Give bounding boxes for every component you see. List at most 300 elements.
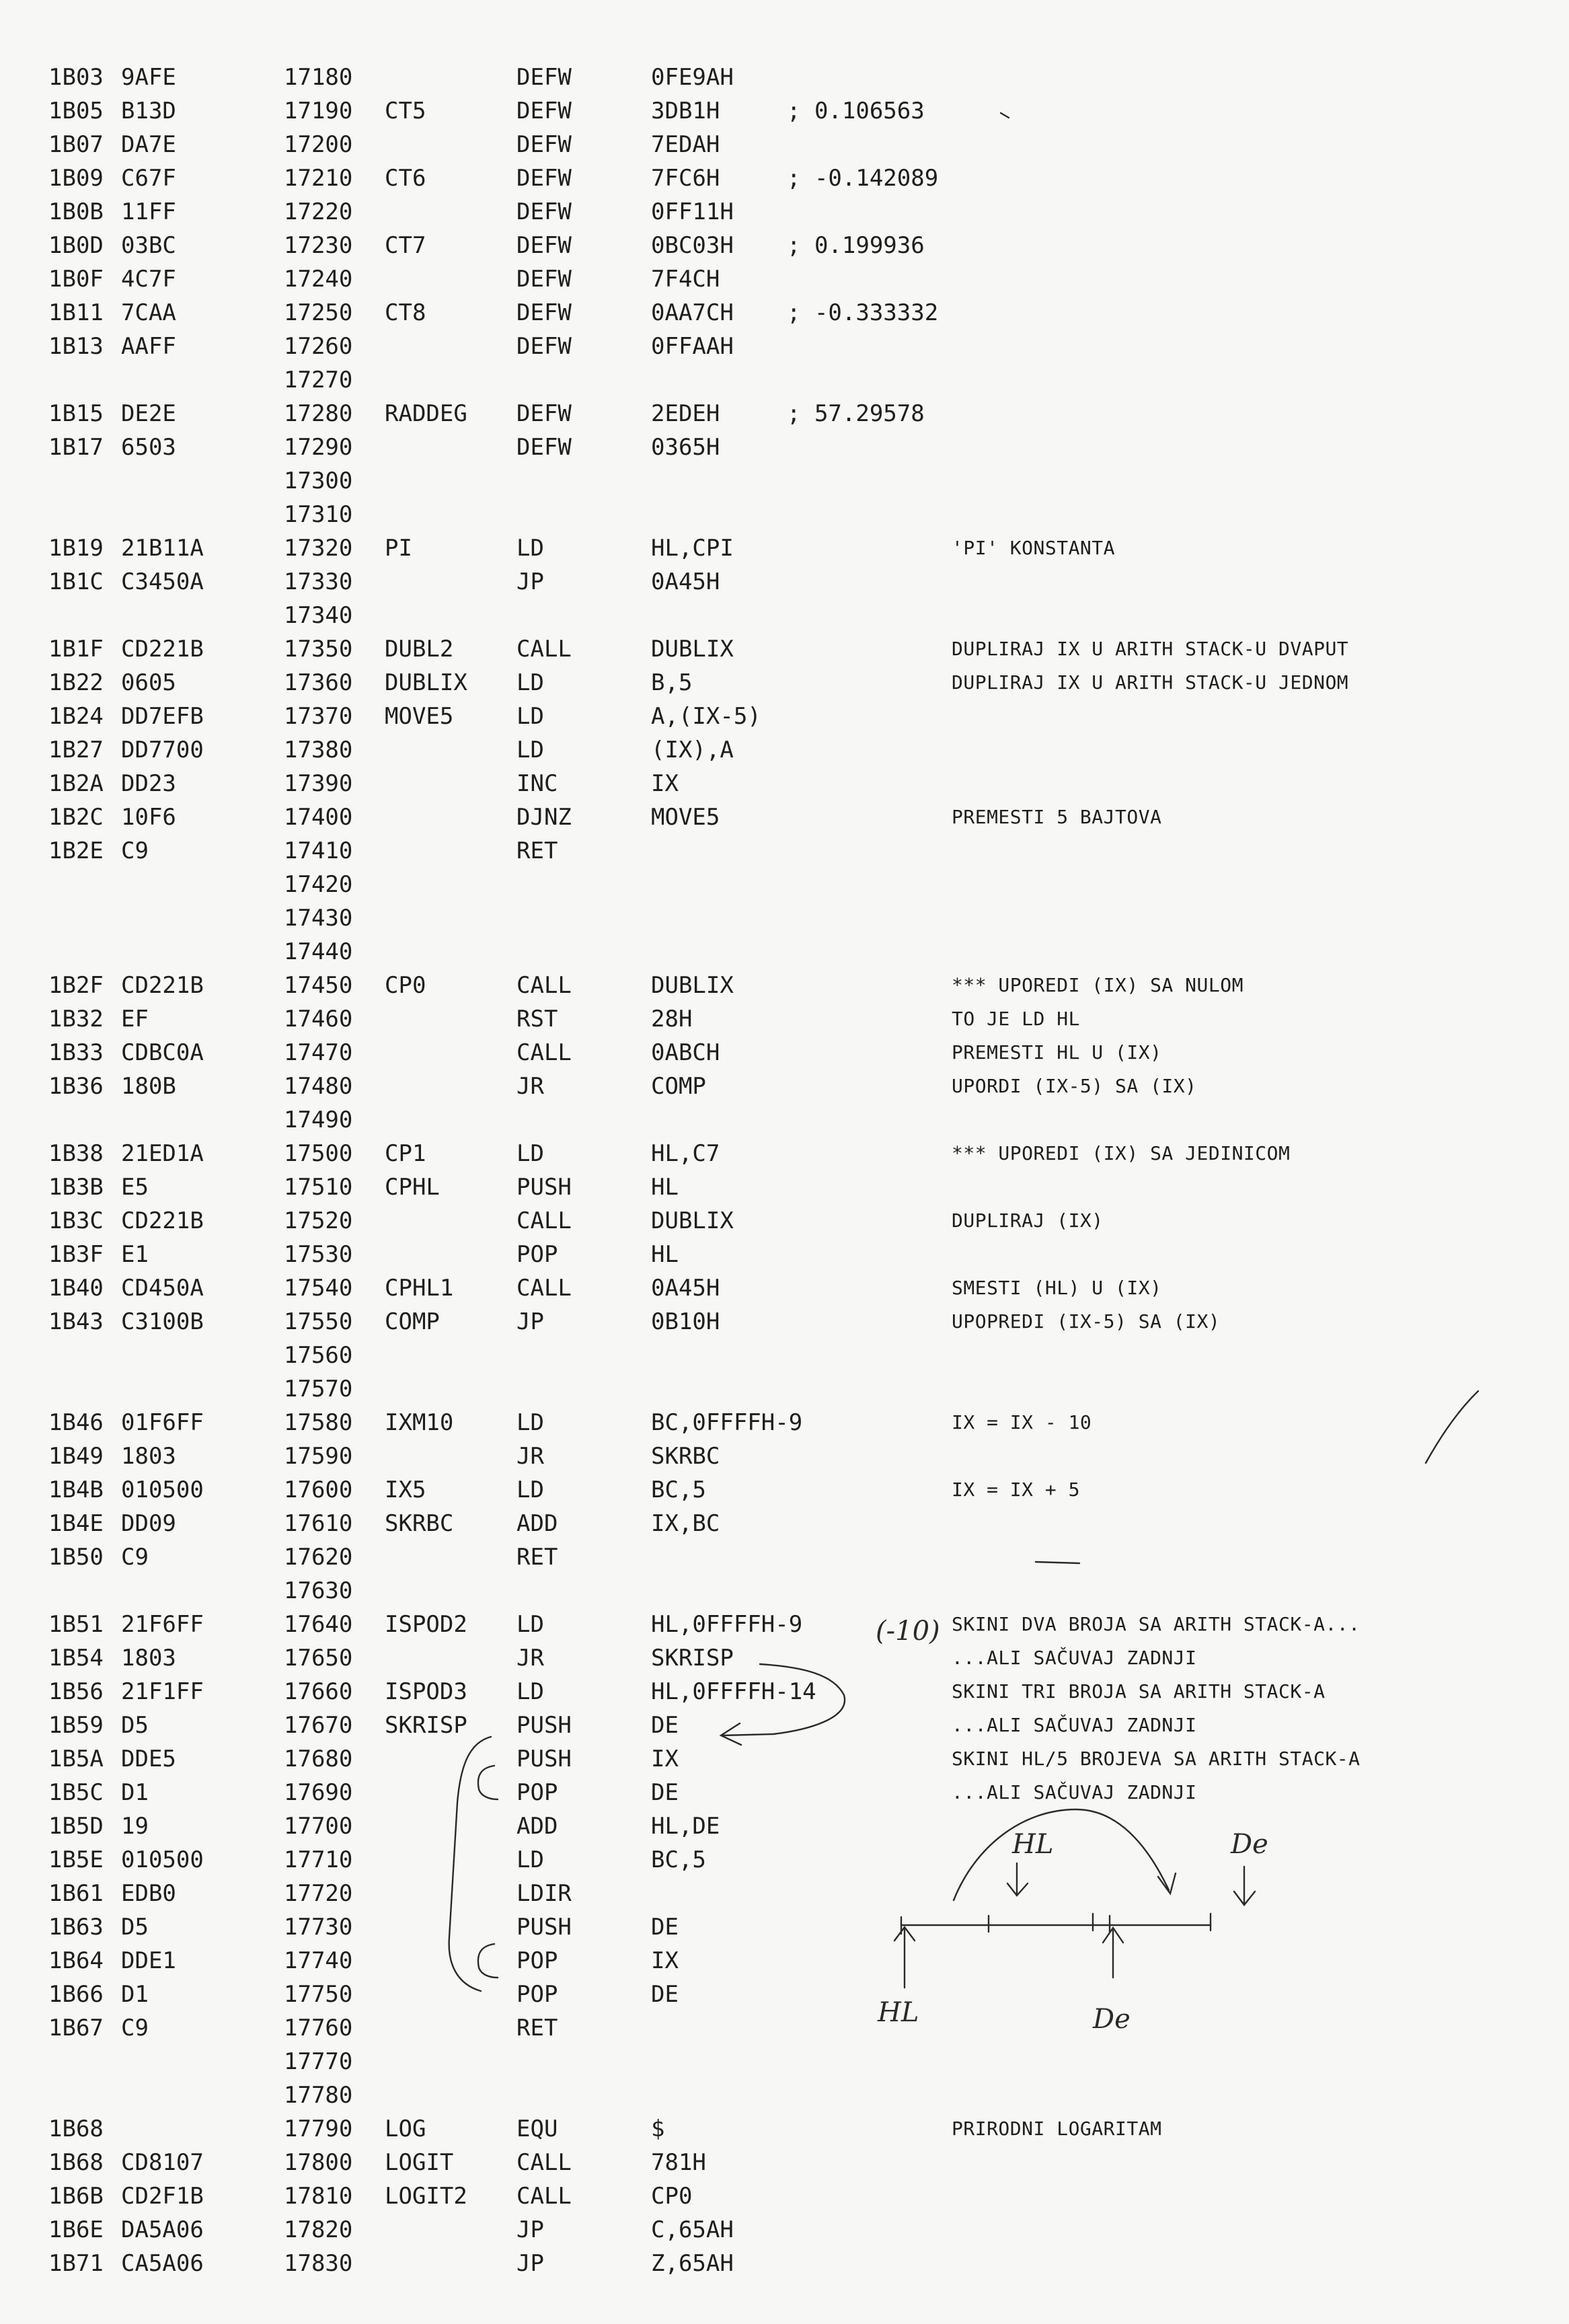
- listing-operand: HL: [651, 1241, 679, 1268]
- listing-row: [0, 1978, 1569, 2011]
- listing-line-number: 17680: [284, 1746, 353, 1772]
- listing-opcode: 0605: [121, 669, 176, 696]
- listing-line-number: 17520: [284, 1207, 353, 1234]
- listing-opcode: CD450A: [121, 1275, 204, 1302]
- listing-line-number: 17540: [284, 1275, 353, 1302]
- listing-row: [0, 1238, 1569, 1271]
- listing-row: [0, 1574, 1569, 1608]
- listing-address: 1B3C: [48, 1207, 104, 1234]
- listing-mnemonic: INC: [516, 770, 558, 797]
- listing-address: 1B32: [48, 1006, 104, 1033]
- listing-line-number: 17510: [284, 1174, 353, 1201]
- listing-line-number: 17480: [284, 1073, 353, 1100]
- listing-opcode: CDBC0A: [121, 1039, 204, 1066]
- listing-operand: B,5: [651, 669, 693, 696]
- listing-address: 1B2E: [48, 837, 104, 864]
- listing-opcode: 21F6FF: [121, 1611, 204, 1638]
- listing-line-number: 17390: [284, 770, 353, 797]
- listing-address: 1B67: [48, 2015, 104, 2041]
- listing-mnemonic: LD: [516, 1678, 544, 1705]
- listing-label: CT5: [385, 98, 426, 124]
- listing-operand: 781H: [651, 2149, 706, 2176]
- listing-opcode: 10F6: [121, 804, 176, 831]
- listing-comment: ; 57.29578: [787, 400, 925, 427]
- listing-opcode: DDE1: [121, 1947, 176, 1974]
- listing-address: 1B63: [48, 1914, 104, 1941]
- listing-row: [0, 1809, 1569, 1843]
- listing-row: [0, 61, 1569, 94]
- handwritten-minus-ten: (-10): [876, 1616, 940, 1647]
- listing-address: 1B33: [48, 1039, 104, 1066]
- listing-address: 1B15: [48, 400, 104, 427]
- listing-row: [0, 1070, 1569, 1103]
- listing-address: 1B4E: [48, 1510, 104, 1537]
- listing-opcode: 19: [121, 1813, 149, 1840]
- listing-mnemonic: LD: [516, 669, 544, 696]
- listing-label: CP0: [385, 972, 426, 999]
- listing-operand: HL,CPI: [651, 535, 734, 562]
- listing-operand: Z,65AH: [651, 2250, 734, 2277]
- listing-line-number: 17490: [284, 1107, 353, 1133]
- listing-line-number: 17650: [284, 1645, 353, 1672]
- listing-line-number: 17760: [284, 2015, 353, 2041]
- listing-address: 1B6B: [48, 2183, 104, 2210]
- listing-mnemonic: LD: [516, 1140, 544, 1167]
- listing-address: 1B2C: [48, 804, 104, 831]
- listing-row: [0, 195, 1569, 229]
- listing-operand: DE: [651, 1712, 679, 1739]
- listing-operand: HL,DE: [651, 1813, 720, 1840]
- listing-mnemonic: CALL: [516, 636, 572, 663]
- listing-mnemonic: DEFW: [516, 131, 572, 158]
- listing-line-number: 17330: [284, 568, 353, 595]
- listing-row: [0, 1439, 1569, 1473]
- listing-line-number: 17370: [284, 703, 353, 730]
- listing-mnemonic: DEFW: [516, 198, 572, 225]
- listing-label: CT6: [385, 165, 426, 192]
- listing-mnemonic: RET: [516, 2015, 558, 2041]
- listing-line-number: 17420: [284, 871, 353, 898]
- listing-remark: IX = IX + 5: [952, 1478, 1080, 1501]
- listing-row: [0, 2011, 1569, 2045]
- listing-line-number: 17660: [284, 1678, 353, 1705]
- listing-opcode: C9: [121, 837, 149, 864]
- listing-row: [0, 1271, 1569, 1305]
- listing-opcode: C3100B: [121, 1308, 204, 1335]
- listing-row: [0, 262, 1569, 296]
- listing-row: [0, 1507, 1569, 1540]
- listing-row: [0, 296, 1569, 330]
- listing-opcode: D5: [121, 1914, 149, 1941]
- listing-address: 1B0B: [48, 198, 104, 225]
- listing-address: 1B71: [48, 2250, 104, 2277]
- listing-address: 1B56: [48, 1678, 104, 1705]
- listing-address: 1B43: [48, 1308, 104, 1335]
- listing-opcode: C9: [121, 1544, 149, 1571]
- listing-mnemonic: LD: [516, 1611, 544, 1638]
- listing-address: 1B5E: [48, 1846, 104, 1873]
- listing-label: CP1: [385, 1140, 426, 1167]
- listing-opcode: DD7700: [121, 737, 204, 763]
- listing-mnemonic: DEFW: [516, 434, 572, 461]
- listing-label: IX5: [385, 1476, 426, 1503]
- listing-row: [0, 666, 1569, 700]
- listing-opcode: DD23: [121, 770, 176, 797]
- listing-mnemonic: DEFW: [516, 333, 572, 360]
- listing-opcode: 9AFE: [121, 64, 176, 91]
- listing-remark: ...ALI SAČUVAJ ZADNJI: [952, 1647, 1197, 1669]
- listing-line-number: 17380: [284, 737, 353, 763]
- listing-mnemonic: CALL: [516, 1039, 572, 1066]
- listing-remark: ...ALI SAČUVAJ ZADNJI: [952, 1781, 1197, 1803]
- listing-line-number: 17260: [284, 333, 353, 360]
- listing-line-number: 17470: [284, 1039, 353, 1066]
- listing-line-number: 17640: [284, 1611, 353, 1638]
- listing-mnemonic: LD: [516, 1846, 544, 1873]
- listing-label: MOVE5: [385, 703, 454, 730]
- listing-mnemonic: JP: [516, 1308, 544, 1335]
- listing-label: IXM10: [385, 1409, 454, 1436]
- listing-mnemonic: CALL: [516, 1207, 572, 1234]
- listing-operand: CP0: [651, 2183, 693, 2210]
- listing-line-number: 17740: [284, 1947, 353, 1974]
- listing-line-number: 17270: [284, 367, 353, 393]
- listing-row: [0, 1608, 1569, 1641]
- listing-operand: DE: [651, 1914, 679, 1941]
- listing-mnemonic: LD: [516, 703, 544, 730]
- listing-row: [0, 229, 1569, 262]
- listing-mnemonic: POP: [516, 1947, 558, 1974]
- listing-line-number: 17460: [284, 1006, 353, 1033]
- listing-mnemonic: DEFW: [516, 400, 572, 427]
- listing-line-number: 17430: [284, 905, 353, 932]
- listing-remark: SKINI HL/5 BROJEVA SA ARITH STACK-A: [952, 1748, 1361, 1770]
- listing-line-number: 17310: [284, 501, 353, 528]
- listing-row: [0, 767, 1569, 800]
- listing-address: 1B1F: [48, 636, 104, 663]
- listing-opcode: C3450A: [121, 568, 204, 595]
- listing-line-number: 17290: [284, 434, 353, 461]
- listing-mnemonic: JR: [516, 1443, 544, 1470]
- listing-row: [0, 1742, 1569, 1776]
- listing-operand: DUBLIX: [651, 636, 734, 663]
- listing-row: [0, 700, 1569, 733]
- listing-label: CT8: [385, 299, 426, 326]
- listing-opcode: DD7EFB: [121, 703, 204, 730]
- listing-row: [0, 94, 1569, 128]
- listing-row: [0, 1103, 1569, 1137]
- listing-opcode: DE2E: [121, 400, 176, 427]
- listing-operand: 0AA7CH: [651, 299, 734, 326]
- listing-mnemonic: JR: [516, 1645, 544, 1672]
- listing-row: [0, 1170, 1569, 1204]
- listing-row: [0, 464, 1569, 498]
- listing-line-number: 17350: [284, 636, 353, 663]
- listing-opcode: D1: [121, 1981, 149, 2008]
- listing-opcode: 01F6FF: [121, 1409, 204, 1436]
- listing-opcode: 03BC: [121, 232, 176, 259]
- listing-label: DUBL2: [385, 636, 454, 663]
- listing-opcode: DA5A06: [121, 2216, 204, 2243]
- listing-line-number: 17790: [284, 2115, 353, 2142]
- listing-remark: SKINI DVA BROJA SA ARITH STACK-A...: [952, 1613, 1361, 1635]
- listing-row: [0, 1036, 1569, 1070]
- listing-address: 1B11: [48, 299, 104, 326]
- listing-operand: DUBLIX: [651, 972, 734, 999]
- listing-opcode: DD09: [121, 1510, 176, 1537]
- listing-mnemonic: EQU: [516, 2115, 558, 2142]
- listing-operand: 0A45H: [651, 1275, 720, 1302]
- listing-mnemonic: PUSH: [516, 1914, 572, 1941]
- listing-line-number: 17630: [284, 1577, 353, 1604]
- listing-operand: 2EDEH: [651, 400, 720, 427]
- listing-line-number: 17550: [284, 1308, 353, 1335]
- listing-row: [0, 800, 1569, 834]
- listing-line-number: 17600: [284, 1476, 353, 1503]
- listing-opcode: AAFF: [121, 333, 176, 360]
- listing-mnemonic: CALL: [516, 2183, 572, 2210]
- listing-row: [0, 1675, 1569, 1709]
- listing-address: 1B5D: [48, 1813, 104, 1840]
- listing-operand: 0FE9AH: [651, 64, 734, 91]
- listing-row: [0, 1406, 1569, 1439]
- listing-row: [0, 868, 1569, 901]
- listing-line-number: 17830: [284, 2250, 353, 2277]
- listing-mnemonic: DEFW: [516, 98, 572, 124]
- listing-line-number: 17410: [284, 837, 353, 864]
- listing-address: 1B5A: [48, 1746, 104, 1772]
- listing-remark: TO JE LD HL: [952, 1008, 1080, 1030]
- listing-row: [0, 1641, 1569, 1675]
- listing-label: RADDEG: [385, 400, 467, 427]
- listing-remark: UPORDI (IX-5) SA (IX): [952, 1075, 1197, 1097]
- handwritten-de-bottom: De: [1093, 2004, 1131, 2035]
- listing-line-number: 17810: [284, 2183, 353, 2210]
- listing-label: COMP: [385, 1308, 440, 1335]
- listing-row: [0, 565, 1569, 599]
- listing-mnemonic: POP: [516, 1779, 558, 1806]
- listing-address: 1B03: [48, 64, 104, 91]
- listing-remark: PRIRODNI LOGARITAM: [952, 2117, 1162, 2140]
- listing-line-number: 17400: [284, 804, 353, 831]
- listing-remark: *** UPOREDI (IX) SA NULOM: [952, 974, 1243, 996]
- listing-line-number: 17560: [284, 1342, 353, 1369]
- listing-row: [0, 1540, 1569, 1574]
- listing-address: 1B5C: [48, 1779, 104, 1806]
- listing-comment: ; 0.199936: [787, 232, 925, 259]
- listing-mnemonic: JP: [516, 2250, 544, 2277]
- listing-line-number: 17210: [284, 165, 353, 192]
- listing-comment: ; 0.106563: [787, 98, 925, 124]
- listing-line-number: 17820: [284, 2216, 353, 2243]
- listing-remark: SKINI TRI BROJA SA ARITH STACK-A: [952, 1680, 1326, 1702]
- listing-row: [0, 2247, 1569, 2280]
- listing-opcode: 21B11A: [121, 535, 204, 562]
- listing-opcode: C67F: [121, 165, 176, 192]
- listing-address: 1B68: [48, 2149, 104, 2176]
- listing-opcode: 6503: [121, 434, 176, 461]
- listing-mnemonic: PUSH: [516, 1746, 572, 1772]
- listing-remark: DUPLIRAJ (IX): [952, 1209, 1104, 1232]
- listing-line-number: 17750: [284, 1981, 353, 2008]
- listing-line-number: 17280: [284, 400, 353, 427]
- listing-line-number: 17770: [284, 2048, 353, 2075]
- listing-label: SKRBC: [385, 1510, 454, 1537]
- listing-address: 1B0F: [48, 266, 104, 293]
- listing-mnemonic: RST: [516, 1006, 558, 1033]
- listing-mnemonic: JP: [516, 568, 544, 595]
- listing-row: [0, 1137, 1569, 1170]
- listing-address: 1B64: [48, 1947, 104, 1974]
- listing-row: [0, 161, 1569, 195]
- listing-row: [0, 733, 1569, 767]
- listing-operand: 0FFAAH: [651, 333, 734, 360]
- listing-opcode: 21ED1A: [121, 1140, 204, 1167]
- listing-opcode: EDB0: [121, 1880, 176, 1907]
- listing-operand: 0B10H: [651, 1308, 720, 1335]
- listing-mnemonic: DEFW: [516, 232, 572, 259]
- listing-address: 1B6E: [48, 2216, 104, 2243]
- listing-mnemonic: ADD: [516, 1510, 558, 1537]
- listing-operand: BC,5: [651, 1476, 706, 1503]
- listing-address: 1B61: [48, 1880, 104, 1907]
- listing-operand: SKRISP: [651, 1645, 734, 1672]
- listing-operand: MOVE5: [651, 804, 720, 831]
- listing-remark: DUPLIRAJ IX U ARITH STACK-U DVAPUT: [952, 638, 1349, 660]
- listing-operand: DUBLIX: [651, 1207, 734, 1234]
- listing-address: 1B36: [48, 1073, 104, 1100]
- listing-row: [0, 531, 1569, 565]
- listing-label: CPHL: [385, 1174, 440, 1201]
- listing-address: 1B46: [48, 1409, 104, 1436]
- listing-opcode: 11FF: [121, 198, 176, 225]
- listing-mnemonic: ADD: [516, 1813, 558, 1840]
- handwritten-de-top: De: [1231, 1829, 1268, 1860]
- listing-mnemonic: LDIR: [516, 1880, 572, 1907]
- listing-operand: 28H: [651, 1006, 693, 1033]
- listing-line-number: 17670: [284, 1712, 353, 1739]
- listing-line-number: 17300: [284, 467, 353, 494]
- listing-operand: $: [651, 2115, 665, 2142]
- listing-opcode: CD221B: [121, 972, 204, 999]
- listing-opcode: CD8107: [121, 2149, 204, 2176]
- listing-row: [0, 1339, 1569, 1372]
- listing-line-number: 17580: [284, 1409, 353, 1436]
- listing-mnemonic: DEFW: [516, 165, 572, 192]
- listing-remark: *** UPOREDI (IX) SA JEDINICOM: [952, 1142, 1291, 1164]
- listing-row: [0, 498, 1569, 531]
- listing-operand: BC,0FFFFH-9: [651, 1409, 803, 1436]
- listing-remark: 'PI' KONSTANTA: [952, 537, 1116, 559]
- listing-address: 1B24: [48, 703, 104, 730]
- listing-address: 1B66: [48, 1981, 104, 2008]
- listing-opcode: E1: [121, 1241, 149, 1268]
- listing-line-number: 17780: [284, 2082, 353, 2109]
- listing-address: 1B51: [48, 1611, 104, 1638]
- listing-address: 1B0D: [48, 232, 104, 259]
- listing-operand: A,(IX-5): [651, 703, 761, 730]
- listing-label: ISPOD2: [385, 1611, 467, 1638]
- listing-comment: ; -0.142089: [787, 165, 939, 192]
- listing-row: [0, 969, 1569, 1002]
- listing-operand: 0365H: [651, 434, 720, 461]
- listing-row: [0, 1305, 1569, 1339]
- listing-row: [0, 430, 1569, 464]
- listing-line-number: 17440: [284, 938, 353, 965]
- listing-line-number: 17710: [284, 1846, 353, 1873]
- listing-row: [0, 2179, 1569, 2213]
- listing-line-number: 17620: [284, 1544, 353, 1571]
- listing-line-number: 17570: [284, 1376, 353, 1402]
- listing-operand: 0ABCH: [651, 1039, 720, 1066]
- listing-mnemonic: RET: [516, 837, 558, 864]
- listing-operand: HL,0FFFFH-14: [651, 1678, 816, 1705]
- listing-operand: IX: [651, 1746, 679, 1772]
- listing-operand: 0BC03H: [651, 232, 734, 259]
- listing-mnemonic: CALL: [516, 2149, 572, 2176]
- listing-address: 1B09: [48, 165, 104, 192]
- listing-opcode: D1: [121, 1779, 149, 1806]
- listing-mnemonic: JR: [516, 1073, 544, 1100]
- listing-label: LOGIT: [385, 2149, 454, 2176]
- listing-address: 1B22: [48, 669, 104, 696]
- listing-address: 1B59: [48, 1712, 104, 1739]
- listing-row: [0, 1910, 1569, 1944]
- listing-row: [0, 2146, 1569, 2179]
- listing-line-number: 17700: [284, 1813, 353, 1840]
- listing-address: 1B13: [48, 333, 104, 360]
- listing-row: [0, 1473, 1569, 1507]
- listing-opcode: 1803: [121, 1645, 176, 1672]
- listing-row: [0, 935, 1569, 969]
- listing-mnemonic: CALL: [516, 1275, 572, 1302]
- listing-label: LOGIT2: [385, 2183, 467, 2210]
- listing-row: [0, 834, 1569, 868]
- listing-row: [0, 2112, 1569, 2146]
- listing-operand: 0A45H: [651, 568, 720, 595]
- listing-line-number: 17530: [284, 1241, 353, 1268]
- listing-operand: 0FF11H: [651, 198, 734, 225]
- listing-label: SKRISP: [385, 1712, 467, 1739]
- listing-line-number: 17610: [284, 1510, 353, 1537]
- listing-operand: IX: [651, 1947, 679, 1974]
- listing-address: 1B40: [48, 1275, 104, 1302]
- listing-line-number: 17220: [284, 198, 353, 225]
- listing-opcode: D5: [121, 1712, 149, 1739]
- listing-remark: SMESTI (HL) U (IX): [952, 1277, 1162, 1299]
- listing-operand: 7FC6H: [651, 165, 720, 192]
- listing-row: [0, 1877, 1569, 1910]
- listing-line-number: 17720: [284, 1880, 353, 1907]
- listing-comment: ; -0.333332: [787, 299, 939, 326]
- listing-mnemonic: DEFW: [516, 299, 572, 326]
- listing-opcode: 010500: [121, 1476, 204, 1503]
- listing-row: [0, 1776, 1569, 1809]
- listing-line-number: 17320: [284, 535, 353, 562]
- listing-mnemonic: PUSH: [516, 1174, 572, 1201]
- listing-row: [0, 599, 1569, 632]
- listing-mnemonic: JP: [516, 2216, 544, 2243]
- listing-address: 1B68: [48, 2115, 104, 2142]
- listing-address: 1B49: [48, 1443, 104, 1470]
- listing-line-number: 17250: [284, 299, 353, 326]
- listing-address: 1B1C: [48, 568, 104, 595]
- handwritten-hl-top: HL: [1012, 1829, 1054, 1860]
- handwritten-hl-bottom: HL: [878, 1997, 919, 2028]
- listing-line-number: 17590: [284, 1443, 353, 1470]
- listing-opcode: E5: [121, 1174, 149, 1201]
- listing-mnemonic: LD: [516, 1476, 544, 1503]
